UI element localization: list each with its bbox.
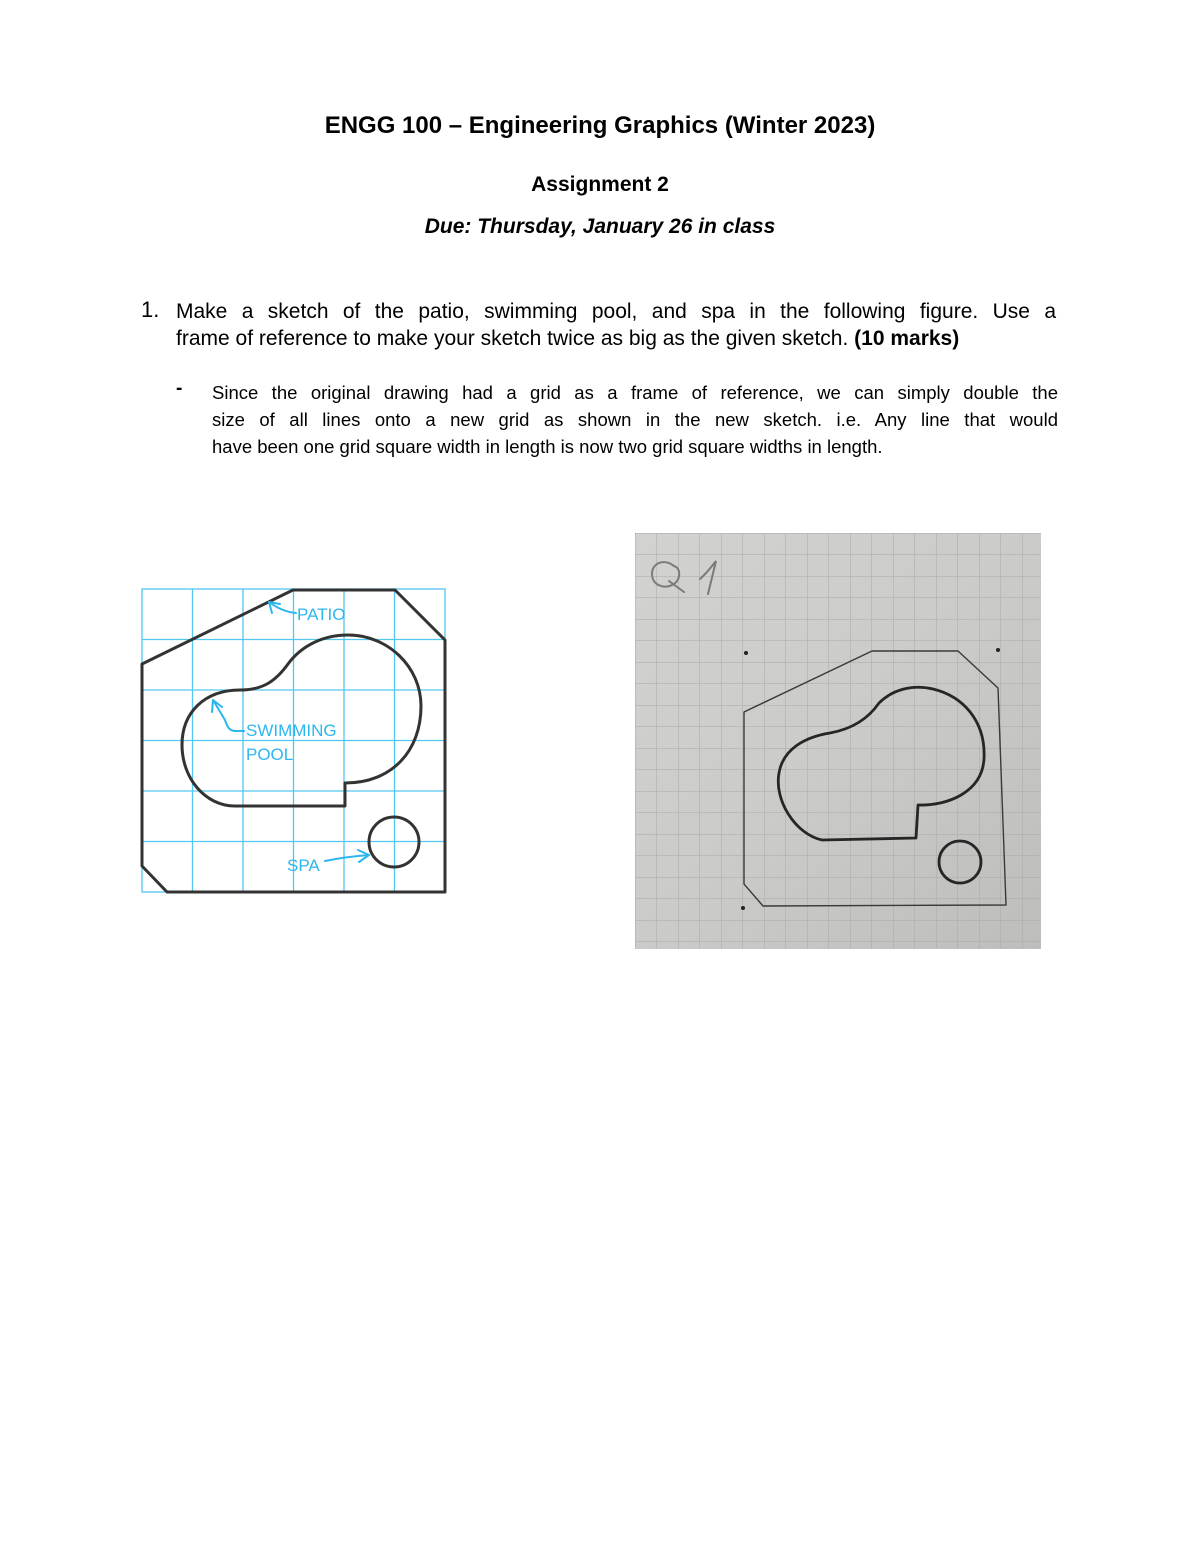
spa-arrow <box>325 850 369 862</box>
answer-line-1: Since the original drawing had a grid as a frame of reference, we can simply double the <box>212 382 1058 403</box>
reference-dot-top-left <box>744 651 748 655</box>
reference-dot-top-right <box>996 648 1000 652</box>
question-line-2 <box>176 325 1056 352</box>
question-line-1: Make a sketch of the patio, swimming pool, and spa in the following figure. Use a <box>176 300 1056 323</box>
assignment-title: Assignment 2 <box>531 173 669 196</box>
question-text <box>176 298 1056 352</box>
pool-arrow <box>212 700 244 731</box>
reference-dot-bottom-left <box>741 906 745 910</box>
question-number: 1. <box>141 297 160 322</box>
answer-bullet: - <box>176 378 183 399</box>
spa-label: SPA <box>287 856 320 875</box>
answer-line-3: have been one grid square width in length is now two grid square widths in length. <box>212 436 883 457</box>
due-date: Due: Thursday, January 26 in class <box>424 215 776 238</box>
given-grid <box>142 589 445 892</box>
pool-label-line-2: POOL <box>246 745 294 764</box>
patio-arrow <box>269 602 296 613</box>
sketch-photo <box>635 533 1041 949</box>
question-marks: (10 marks) <box>854 327 960 350</box>
answer-note <box>212 379 1058 460</box>
answer-line-2: size of all lines onto a new grid as shown in the new sketch. i.e. Any line that would <box>212 409 1058 430</box>
pool-label-line-1: SWIMMING <box>246 721 337 740</box>
patio-label: PATIO <box>297 605 346 624</box>
given-figure <box>138 585 450 897</box>
course-title: ENGG 100 – Engineering Graphics (Winter 2023) <box>324 112 876 139</box>
paper-grid <box>635 533 1041 949</box>
question-line-2-text: frame of reference to make your sketch twice as big as the given sketch. <box>176 327 849 350</box>
